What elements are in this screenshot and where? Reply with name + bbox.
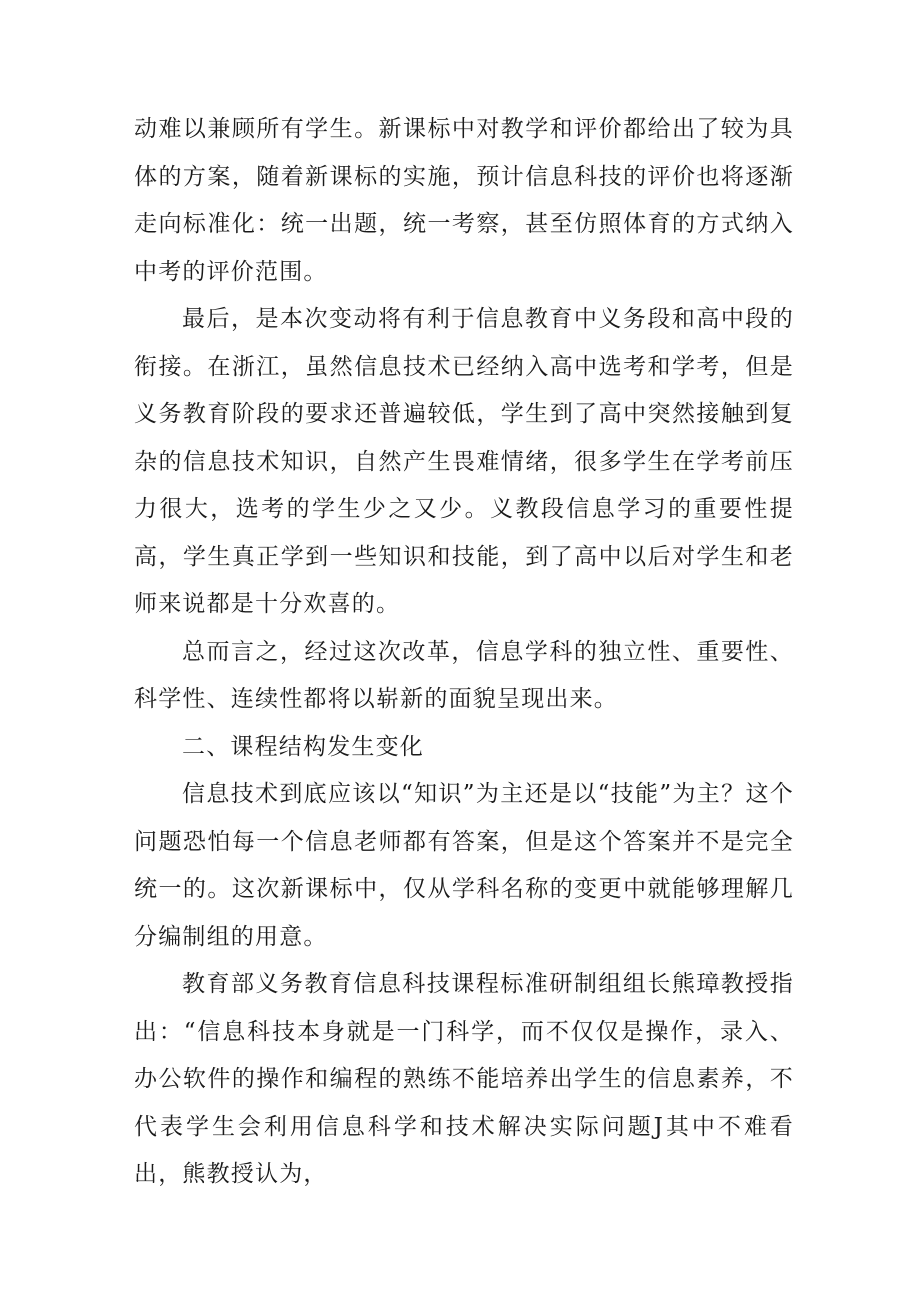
paragraph-question: 信息技术到底应该以“知识”为主还是以“技能”为主？这个问题恐怕每一个信息老师都有答案，但是这个答案并不是完全统一的。这次新课标中，仅从学科名称的变更中就能够理解几分编制组的用意。 xyxy=(134,781,794,950)
paragraph-transition: 最后，是本次变动将有利于信息教育中义务段和高中段的衔接。在浙江，虽然信息技术已经纳入高中选考和学考，但是义务教育阶段的要求还普遍较低，学生到了高中突然接触到复杂的信息技术知识，自然产生畏难情绪，很多学生在学考前压力很大，选考的学生少之又少。义教段信息学习的重要性提高，学生真正学到一些知识和技能，到了高中以后对学生和老师来说都是十分欢喜的。 xyxy=(134,306,794,617)
section-heading: 二、课程结构发生变化 xyxy=(182,733,424,760)
paragraph-quote: 教育部义务教育信息科技课程标准研制组组长熊璋教授指出：“信息科技本身就是一门科学，而不仅仅是操作，录入、办公软件的操作和编程的熟练不能培养出学生的信息素养，不代表学生会利用信息科学和技术解决实际问题J其中不难看出，熊教授认为， xyxy=(134,971,794,1187)
paragraph-summary: 总而言之，经过这次改革，信息学科的独立性、重要性、科学性、连续性都将以崭新的面貌呈现出来。 xyxy=(134,638,794,712)
document-body xyxy=(134,106,794,1199)
paragraph-continued: 动难以兼顾所有学生。新课标中对教学和评价都给出了较为具体的方案，随着新课标的实施，预计信息科技的评价也将逐渐走向标准化：统一出题，统一考察，甚至仿照体育的方式纳入中考的评价范围。 xyxy=(134,116,794,285)
